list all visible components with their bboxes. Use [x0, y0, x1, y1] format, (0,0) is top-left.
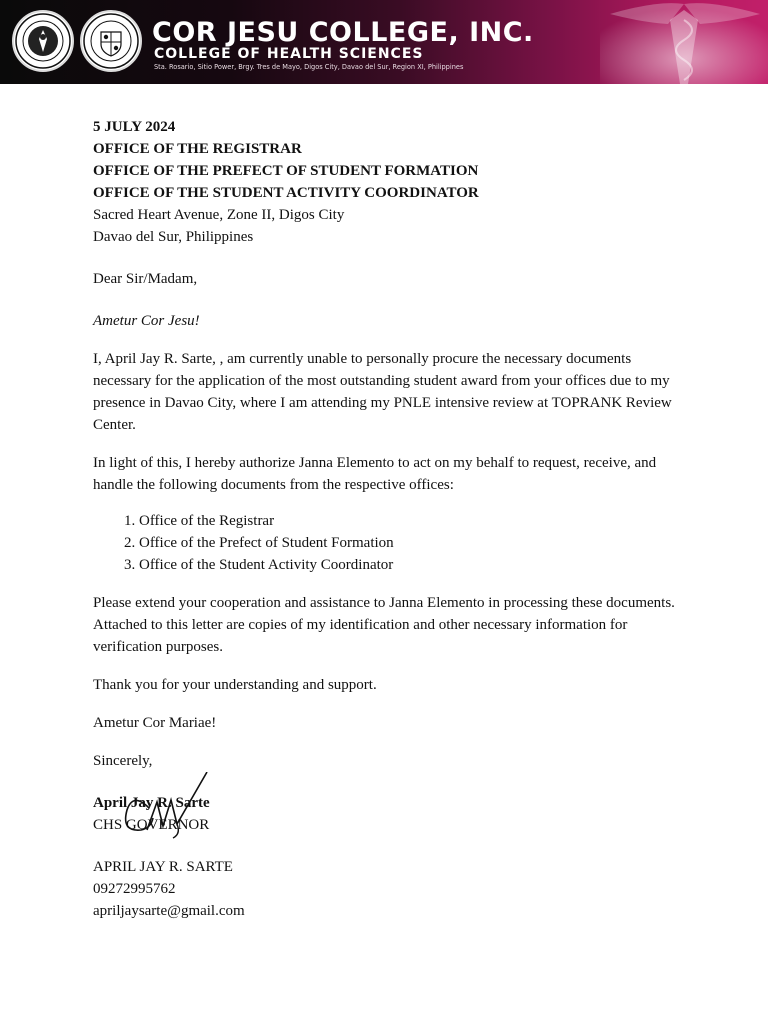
contact-name: APRIL JAY R. SARTE: [93, 859, 233, 875]
paragraph-request: I, April Jay R. Sarte, , am currently unable to personally procure the necessary documents necessary for the application of the most outstanding student award from your offices due to my presence in Davao City, where I am attending my PNLE intensive review at TOPRANK Review Center.: [93, 351, 672, 433]
health-sciences-seal-logo: [80, 10, 142, 72]
closing-salutation: Ametur Cor Mariae!: [93, 715, 217, 731]
handwritten-signature: [107, 772, 217, 846]
signatory-title: CHS GOVERNOR: [93, 817, 210, 833]
recipient-line: OFFICE OF THE STUDENT ACTIVITY COORDINATOR: [93, 185, 479, 201]
signatory-name: April Jay R. Sarte: [93, 795, 210, 811]
paragraph-cooperation: Please extend your cooperation and assistance to Janna Elemento in processing these documents. Attached to this letter are copies of my identification and other necessary information for verification purposes.: [93, 595, 675, 655]
address-line: Sacred Heart Avenue, Zone II, Digos City: [93, 207, 345, 223]
documents-list: [93, 510, 693, 576]
header-banner: [0, 0, 768, 84]
college-name: COR JESU COLLEGE, INC.: [152, 17, 534, 48]
greeting: Dear Sir/Madam,: [93, 271, 198, 287]
college-department: COLLEGE OF HEALTH SCIENCES: [154, 46, 424, 62]
contact-email: apriljaysarte@gmail.com: [93, 903, 245, 919]
authorization-letter: [93, 116, 693, 922]
college-seal-logo: [12, 10, 74, 72]
recipient-line: OFFICE OF THE PREFECT OF STUDENT FORMATION: [93, 163, 479, 179]
list-item: 3. Office of the Student Activity Coordinator: [139, 554, 693, 576]
closing: Sincerely,: [93, 753, 153, 769]
signature-block: [93, 792, 693, 814]
list-item: 1. Office of the Registrar: [139, 510, 693, 532]
list-item: 2. Office of the Prefect of Student Formation: [139, 532, 693, 554]
paragraph-authorization: In light of this, I hereby authorize Janna Elemento to act on my behalf to request, receive, and handle the following documents from the respective offices:: [93, 455, 657, 493]
recipient-line: OFFICE OF THE REGISTRAR: [93, 141, 302, 157]
contact-phone: 09272995762: [93, 881, 176, 897]
caduceus-emblem-icon: [600, 0, 768, 84]
salutation: Ametur Cor Jesu!: [93, 313, 200, 329]
address-line: Davao del Sur, Philippines: [93, 229, 254, 245]
college-address: Sta. Rosario, Sitio Power, Brgy. Tres de Mayo, Digos City, Davao del Sur, Region XI, Philippines: [154, 63, 464, 71]
thanks-line: Thank you for your understanding and support.: [93, 677, 377, 693]
letter-date: 5 JULY 2024: [93, 119, 176, 135]
